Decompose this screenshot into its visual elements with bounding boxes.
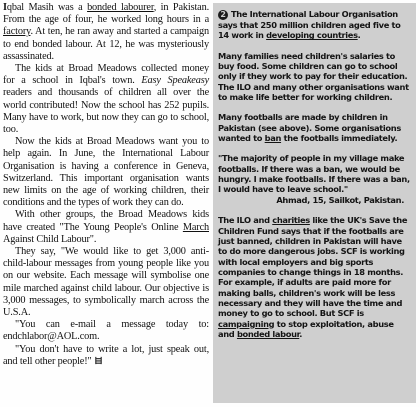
paragraph-online-march: With other groups, the Broad Meadows kids have created "The Young People's Online March Against Child Labour". xyxy=(3,209,209,245)
ladder-icon xyxy=(94,356,103,365)
paragraph-scf: The ILO and charities like the UK's Save the Children Fund says that if the footballs are just banned, children in Pakistan will have to do more dangerous jobs. SCF is working with local employers and big sports companies to change things in 18 months. For example, if adults are paid more for making balls, children's work will be less necessary and they will have the time and money to go to school. But SCF is campaigning to stop exploitation, abuse and bonded labour. xyxy=(218,215,408,339)
paragraph-email: "You can e-mail a message today to: endchlabor@AOL.com. xyxy=(3,319,209,343)
article-left-column xyxy=(3,2,209,405)
link-bonded-labourer[interactable]: bonded labourer xyxy=(87,2,154,13)
link-factory[interactable]: factory xyxy=(3,26,31,38)
paragraph-speak-out: "You don't have to write a lot, just speak out, and tell other people!" xyxy=(3,343,209,367)
link-campaigning[interactable]: campaigning xyxy=(218,318,275,329)
sidebar-box xyxy=(213,3,416,403)
link-charities[interactable]: charities xyxy=(272,215,310,226)
link-bonded-labour[interactable]: bonded labour xyxy=(236,328,300,339)
link-developing-countries[interactable]: developing countries xyxy=(266,30,358,41)
number-badge: 2 xyxy=(218,10,228,20)
paragraph-families: Many families need children's salaries to buy food. Some children can go to school only if they work to pay for their education. The ILO and many other organisations want to make life better for working children. xyxy=(218,50,409,103)
paragraph-ilo-stats: 2 The International Labour Organisation says that 250 million children aged five to 14 work in developing countries. xyxy=(218,9,401,41)
quote: "The majority of people in my village make footballs. If there was a ban, we would be hungry. I make footballs. If there was a ban, I would have to leave school." xyxy=(218,153,410,195)
quote-signature: Ahmad, 15, Sailkot, Pakistan. xyxy=(276,194,404,205)
magazine-name: Easy Speakeasy xyxy=(141,75,210,87)
paragraph-footballs: Many footballs are made by children in Pakistan (see above). Some organisations wanted to ban the footballs immediately. xyxy=(218,112,401,144)
paragraph-iqbal: Iqbal Masih was a bonded labourer, in Pakistan. From the age of four, he worked long hours in a factory. At ten, he ran away and started a campaign to end bonded labour. At 12, he was mysteriously assassinated. xyxy=(3,2,209,62)
paragraph-ilo-conference: Now the kids at Broad Meadows want you to help again. In June, the International Labour Organisation is having a conference in Geneva, Switzerland. This important organisation wants new limits on the age of working children, their conditions and the types of work they can do. xyxy=(3,136,209,209)
link-march[interactable]: March xyxy=(182,221,209,233)
link-ban[interactable]: ban xyxy=(264,133,282,144)
paragraph-school: The kids at Broad Meadows collected money for a school in Iqbal's town. Easy Speakeasy readers and thousands of children all over the world contributed! Now the school has 252 pupils. Many have to work, but now they can go to school, too. xyxy=(3,63,210,136)
paragraph-messages: They say, "We would like to get 3,000 anti-child-labour messages from young people like you on our website. Each message will symbolise one mile marched against child labour. Our objective is 3,000 messages, to symbolically march across the U.S.A. xyxy=(3,246,209,319)
